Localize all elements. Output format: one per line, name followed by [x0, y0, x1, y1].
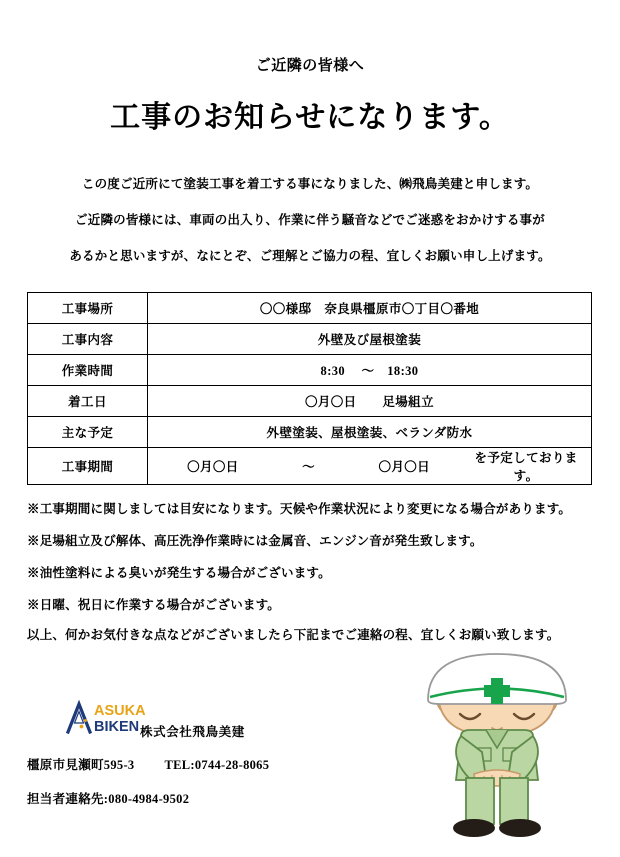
table-row — [28, 324, 592, 355]
staff-contact: 担当者連絡先:080-4984-9502 — [27, 792, 190, 806]
intro-paragraph-2: ご近隣の皆様には、車両の出入り、作業に伴う騒音などでご迷惑をおかけする事が — [75, 213, 545, 227]
row-label-start-date: 着工日 — [28, 386, 148, 417]
intro-paragraph-3: あるかと思いますが、なにとぞ、ご理解とご協力の程、宜しくお願い申し上げます。 — [69, 249, 551, 263]
row-value-start-date: 〇月〇日 足場組立 — [148, 386, 592, 417]
note-line-3: ※油性塗料による臭いが発生する場合がございます。 — [27, 566, 331, 580]
table-row — [28, 417, 592, 448]
row-label-work-content: 工事内容 — [28, 324, 148, 355]
company-tel: TEL:0744-28-8065 — [164, 758, 270, 772]
row-label-work-hours: 作業時間 — [28, 355, 148, 386]
bowing-worker-mascot-icon — [414, 652, 614, 852]
table-row — [28, 386, 592, 417]
closing-line: 以上、何かお気付きな点などがございましたら下記までご連絡の程、宜しくお願い致します。 — [27, 628, 560, 642]
note-line-1: ※工事期間に関しましては目安になります。天候や作業状況により変更になる場合があります。 — [27, 502, 572, 516]
table-row — [28, 448, 592, 485]
note-line-2: ※足場組立及び解体、高圧洗浄作業時には金属音、エンジン音が発生致します。 — [27, 534, 483, 548]
table-row — [28, 355, 592, 386]
period-end-date: 〇月〇日 — [378, 460, 431, 474]
logo-text-asuka: ASUKA — [94, 703, 146, 719]
table-row — [28, 293, 592, 324]
row-label-main-schedule: 主な予定 — [28, 417, 148, 448]
intro-paragraph-1: この度ご近所にて塗装工事を着工する事になりました、㈱飛鳥美建と申します。 — [81, 177, 539, 191]
company-name: 株式会社飛鳥美建 — [140, 725, 245, 739]
period-tail-text: を予定しております。 — [474, 451, 578, 483]
row-value-location: 〇〇様邸 奈良県橿原市〇丁目〇番地 — [148, 293, 592, 324]
logo-text-biken: BIKEN — [94, 719, 140, 735]
row-value-main-schedule: 外壁塗装、屋根塗装、ベランダ防水 — [148, 417, 592, 448]
company-address-line — [27, 755, 269, 773]
period-tilde: 〜 — [302, 460, 316, 474]
note-line-4: ※日曜、祝日に作業する場合がございます。 — [27, 598, 281, 612]
period-start-date: 〇月〇日 — [187, 460, 239, 474]
page-title: 工事のお知らせになります。 — [110, 101, 510, 134]
row-label-location: 工事場所 — [28, 293, 148, 324]
row-label-period: 工事期間 — [28, 448, 148, 485]
salutation-text: ご近隣の皆様へ — [255, 58, 365, 74]
company-address: 橿原市見瀬町595-3 — [27, 758, 135, 772]
mascot-svg — [414, 652, 614, 852]
row-value-period — [148, 448, 592, 485]
row-value-work-content: 外壁及び屋根塗装 — [148, 324, 592, 355]
construction-details-table — [27, 292, 592, 485]
row-value-work-hours: 8:30 〜 18:30 — [148, 355, 592, 386]
